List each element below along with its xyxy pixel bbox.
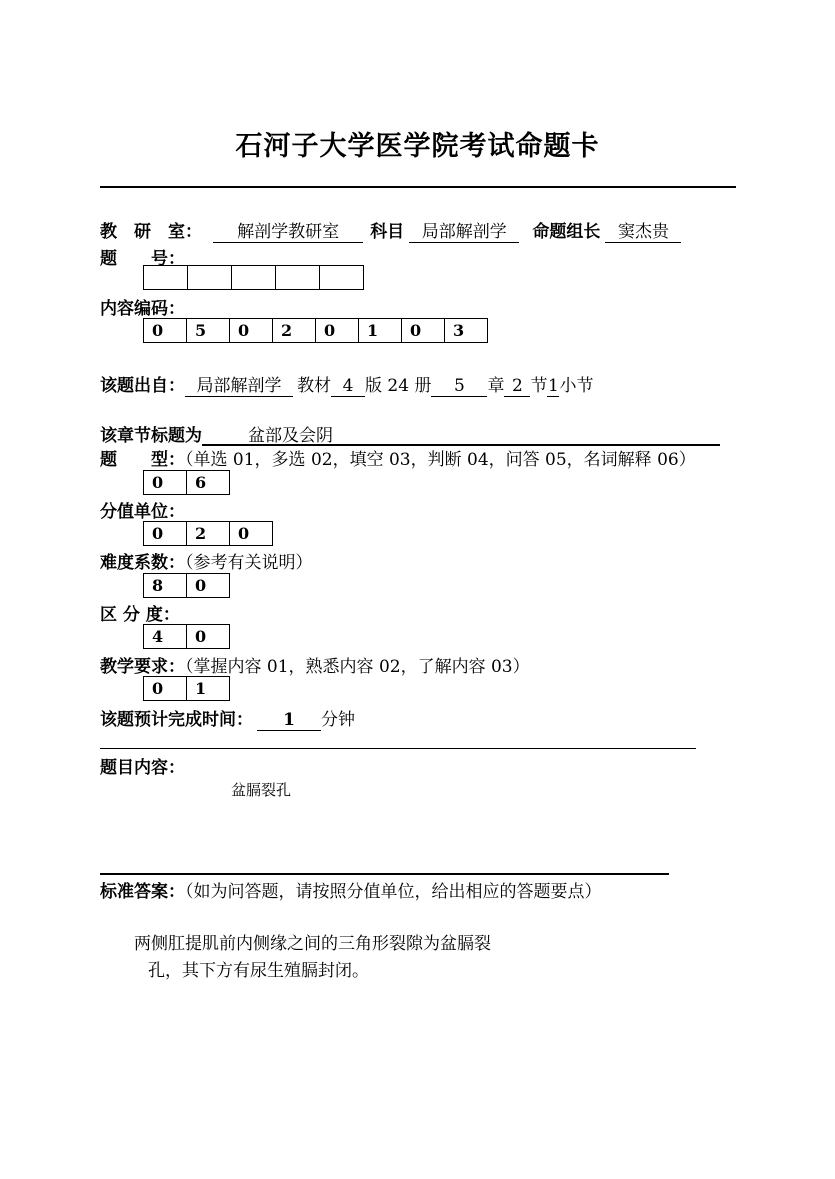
source-subsection: 1 bbox=[548, 376, 559, 396]
requirement-note: （掌握内容 01，熟悉内容 02，了解内容 03） bbox=[185, 657, 530, 677]
source-label: 该题出自： bbox=[100, 376, 185, 396]
content-code-label: 内容编码： bbox=[100, 299, 185, 319]
difficulty-digit: 8 bbox=[144, 574, 187, 598]
requirement-boxes bbox=[143, 676, 230, 701]
score-digit: 2 bbox=[187, 522, 230, 546]
difficulty-label: 难度系数： bbox=[100, 553, 185, 573]
requirement-label: 教学要求： bbox=[100, 657, 185, 677]
qtype-note: （单选 01，多选 02，填空 03，判断 04，问答 05，名词解释 06） bbox=[185, 450, 696, 470]
chapter-title-value: 盆部及会阴 bbox=[202, 426, 720, 446]
qno-box bbox=[188, 266, 232, 290]
difficulty-note: （参考有关说明） bbox=[185, 553, 313, 573]
subject-label: 科目 bbox=[370, 222, 405, 242]
time-value: 1 bbox=[257, 710, 321, 731]
qtype-digit: 6 bbox=[187, 471, 230, 495]
source-row bbox=[100, 371, 593, 397]
code-digit: 1 bbox=[359, 319, 402, 343]
qno-box bbox=[320, 266, 364, 290]
header-row bbox=[100, 217, 681, 243]
discrimination-label: 区 分 度： bbox=[100, 605, 180, 625]
code-digit: 0 bbox=[316, 319, 359, 343]
qno-box bbox=[232, 266, 276, 290]
score-digit: 0 bbox=[144, 522, 187, 546]
discrimination-boxes bbox=[143, 624, 230, 649]
answer-label: 标准答案： bbox=[100, 882, 185, 902]
chapter-title-row bbox=[100, 421, 720, 446]
source-section-text: 节 bbox=[530, 376, 548, 396]
qno-box bbox=[144, 266, 188, 290]
qtype-row bbox=[100, 445, 696, 470]
source-edition-text: 版 24 册 bbox=[365, 376, 432, 396]
source-chapter-text: 章 bbox=[487, 376, 505, 396]
source-section: 2 bbox=[504, 376, 530, 397]
time-unit: 分钟 bbox=[321, 710, 355, 730]
difficulty-row bbox=[100, 548, 313, 573]
source-edition: 4 bbox=[331, 376, 365, 397]
code-digit: 2 bbox=[273, 319, 316, 343]
page-title: 石河子大学医学院考试命题卡 bbox=[235, 131, 600, 162]
qtype-label: 题 型： bbox=[100, 450, 185, 470]
time-row bbox=[100, 705, 355, 731]
discrimination-digit: 0 bbox=[187, 625, 230, 649]
code-digit: 0 bbox=[402, 319, 445, 343]
qno-box bbox=[276, 266, 320, 290]
answer-note: （如为问答题，请按照分值单位，给出相应的答题要点） bbox=[185, 882, 602, 902]
score-unit-boxes bbox=[143, 521, 273, 546]
score-digit: 0 bbox=[230, 522, 273, 546]
qtype-boxes bbox=[143, 470, 230, 495]
answer-row bbox=[100, 877, 602, 902]
requirement-row bbox=[100, 652, 530, 677]
difficulty-boxes bbox=[143, 573, 230, 598]
dept-value: 解剖学教研室 bbox=[213, 222, 363, 243]
score-unit-label: 分值单位： bbox=[100, 502, 185, 522]
leader-value: 窦杰贵 bbox=[605, 222, 681, 243]
qno-label: 题 号： bbox=[100, 249, 185, 269]
question-text: 盆膈裂孔 bbox=[231, 781, 292, 799]
code-digit: 3 bbox=[445, 319, 488, 343]
source-material-text: 教材 bbox=[297, 376, 331, 396]
source-subsection-text: 小节 bbox=[559, 376, 594, 396]
content-code-boxes bbox=[143, 318, 488, 343]
answer-line-2: 孔，其下方有尿生殖膈封闭。 bbox=[148, 961, 369, 981]
qno-boxes bbox=[143, 265, 364, 290]
time-label: 该题预计完成时间： bbox=[100, 710, 253, 730]
question-divider bbox=[100, 748, 696, 749]
chapter-title-label: 该章节标题为 bbox=[100, 426, 202, 446]
qtype-digit: 0 bbox=[144, 471, 187, 495]
answer-line-1: 两侧肛提肌前内侧缘之间的三角形裂隙为盆膈裂 bbox=[134, 934, 491, 954]
difficulty-digit: 0 bbox=[187, 574, 230, 598]
dept-label: 教 研 室： bbox=[100, 222, 202, 242]
discrimination-digit: 4 bbox=[144, 625, 187, 649]
question-label: 题目内容： bbox=[100, 758, 185, 778]
code-digit: 5 bbox=[187, 319, 230, 343]
requirement-digit: 1 bbox=[187, 677, 230, 701]
title-divider bbox=[100, 186, 736, 188]
answer-divider bbox=[100, 873, 669, 875]
source-book: 局部解剖学 bbox=[185, 376, 293, 397]
requirement-digit: 0 bbox=[144, 677, 187, 701]
code-digit: 0 bbox=[230, 319, 273, 343]
subject-value: 局部解剖学 bbox=[409, 222, 519, 243]
source-chapter: 5 bbox=[431, 376, 487, 397]
leader-label: 命题组长 bbox=[532, 222, 601, 242]
code-digit: 0 bbox=[144, 319, 187, 343]
